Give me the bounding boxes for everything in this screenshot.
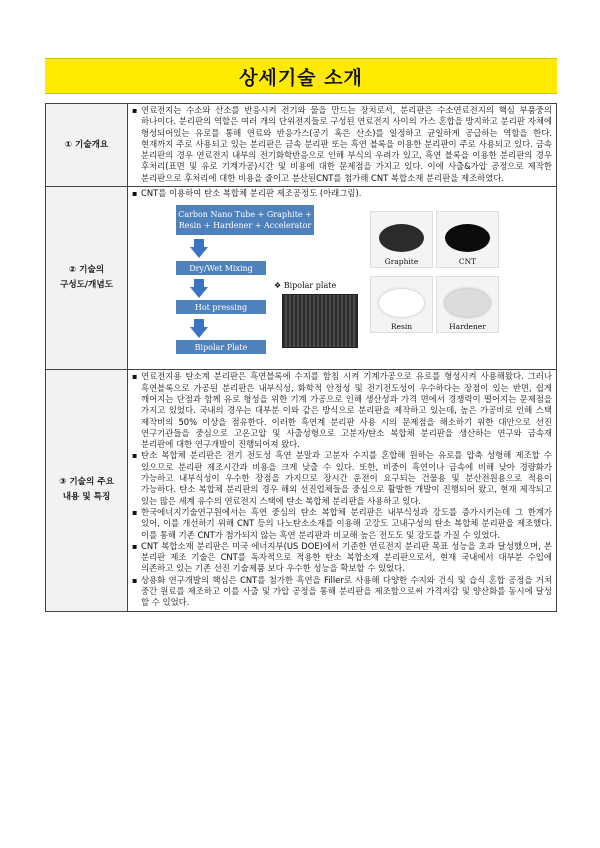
sample-caption: Resin <box>390 322 413 332</box>
row-label-text: ③ 기술의 주요 <box>59 477 114 488</box>
row-content-features <box>128 370 557 611</box>
table-row-diagram <box>46 187 557 370</box>
bullet-item: ▪ 연료전지는 수소와 산소를 반응시켜 전기와 물을 만드는 장치로서, 분리판은 수소연료전지의 핵심 부품중의 하나이다. 분리판의 역할은 여러 개의 단위전지들로 구성된 연료전지 사이의 가스 혼합을 방지하고 분리판 자체에 형성되어있는 유로를 통해 연료와 반응가스(공기 혹은 산소)를 일정하고 균일하게 공급하는 역할을 한다. 현재까지 주로 사용되고 있는 분리판은 금속 분리판 또는 흑연 블록을 이용한 분리판이 주로 사용되고 있다. 금속 분리판의 경우 연료전지 내부의 전기화학반응으로 인해 부식의 우려가 있고, 흑연 블록을 이용한 분리판의 경우 후처리(표면 및 유로 기계가공)시간 및 비용에 대한 문제점을 가지고 있다. 이에 사출&가압 공정으로 제작한 분리판으로 후처리에 대한 비용을 줄이고 분산된CNT를 첨가해 CNT 복합소재 분리판을 제조하였다. <box>132 105 552 184</box>
row-label-overview <box>46 104 128 187</box>
graphite-powder-image <box>379 224 424 252</box>
bullet-item: ▪ 한국에너지기술연구원에서는 흑연 중심의 탄소 복합체 분리판은 내부식성과 강도를 증가시키는데 그 한계가 있어, 이를 개선하기 위해 CNT 등의 나노탄소소재를 이용해 고강도 고내구성의 탄소 복합체 분리판을 제조했다. 이를 통해 기존 CNT가 첨가되지 않는 흑연 분리판과 비교해 높은 전도도 및 강도를 가질 수 있었다. <box>132 507 552 541</box>
row-content-overview <box>128 104 557 187</box>
sample-caption: CNT <box>458 257 477 267</box>
down-arrow-icon <box>190 287 208 298</box>
sample-photo-hardener <box>436 276 499 333</box>
process-step-mixing: Dry/Wet Mixing <box>176 261 266 275</box>
tech-detail-table <box>45 103 557 612</box>
row-label-features <box>46 370 128 611</box>
bullet-list <box>132 371 552 608</box>
bullet-item: ▪ CNT 복합소재 분리판은 미국 에너지부(US DOE)에서 기준한 연료전지 분리판 목표 성능을 초과 달성했으며, 본 분리판 제조 기술은 CNT를 독자적으로 적용한 탄소 복합소재 분리판으로서, 현재 국내에서 대부분 수입에 의존하고 있는 기존 선진 기술제품 보다 우수한 성능을 확보할 수 있었다. <box>132 541 552 575</box>
cnt-powder-image <box>445 224 490 252</box>
resin-powder-image <box>379 289 424 317</box>
process-step-line: Carbon Nano Tube + Graphite + <box>178 210 312 220</box>
sample-caption: Hardener <box>449 322 486 332</box>
diamond-bullet-icon: ❖ <box>274 281 282 291</box>
sample-photo-cnt <box>436 211 499 268</box>
table-row-features <box>46 370 557 611</box>
bipolar-plate-caption <box>274 281 336 290</box>
row-label-diagram <box>46 187 128 370</box>
row-label-text: 내용 및 특징 <box>62 492 111 503</box>
bullet-list <box>132 105 552 184</box>
sample-caption: Graphite <box>384 257 419 267</box>
sample-photo-graphite <box>370 211 433 268</box>
process-step-materials <box>176 205 314 235</box>
bullet-list <box>132 188 552 199</box>
process-step-bipolar-plate: Bipolar Plate <box>176 340 266 354</box>
bullet-item: ▪ CNT를 이용하여 탄소 복합체 분리판 제조공정도 (아래그림). <box>132 188 552 199</box>
row-label-text: ① 기술개요 <box>64 139 109 150</box>
bullet-item: ▪ 상용화 연구개발의 핵심은 CNT를 첨가한 흑연을 Filler로 사용해 다양한 수지와 건식 및 습식 혼합 공정을 거쳐 중간 원료를 제조하고 이를 사출 및 가압 공정을 통해 분리판을 제조함으로써 가격저감 및 양산화를 동시에 달성 할 수 있었다. <box>132 575 552 609</box>
process-step-hot-pressing: Hot pressing <box>176 300 266 314</box>
bipolar-plate-label: Bipolar plate <box>283 281 337 291</box>
process-diagram <box>132 201 552 367</box>
table-row-overview <box>46 104 557 187</box>
row-label-text: ② 기술의 <box>68 265 105 276</box>
page-title: 상세기술 소개 <box>45 58 557 94</box>
row-label-text: 구성도/개념도 <box>60 280 113 291</box>
process-step-line: Resin + Hardener + Accelerator <box>178 221 312 231</box>
bipolar-plate-image <box>282 294 358 348</box>
bullet-item: ▪ 탄소 복합체 분리판은 전기 전도성 흑연 분말과 고분자 수지를 혼합해 원하는 유로를 압축 성형해 제조할 수 있으므로 분리판 제조시간과 비용을 크게 낮출 수 있다. 또한, 비중이 흑연이나 금속에 비해 낮아 경량화가 가능하고 내부식성이 우수한 장점을 가지므로 장시간 운전이 요구되는 건물용 및 분산전원용으로 적용이 가능하다. 탄소 복합체 분리판의 경우 해외 선진업체들을 중심으로 활발한 개발이 진행되어 왔고, 현재 제작되고 있는 많은 세계 유수의 연료전지 스택에 탄소 복합체 분리판을 사용하고 있다. <box>132 450 552 506</box>
down-arrow-icon <box>190 327 208 338</box>
down-arrow-icon <box>190 247 208 258</box>
hardener-powder-image <box>445 289 490 317</box>
sample-photo-resin <box>370 276 433 333</box>
row-content-diagram <box>128 187 557 370</box>
bullet-item: ▪ 연료전지용 탄소계 분리판은 흑연블록에 수지를 함침 시켜 기계가공으로 유로를 형성시켜 사용해왔다. 그러나 흑연블록으로 가공된 분리판은 내부식성, 화학적 안정성 및 전기전도성이 우수하다는 장점이 있는 반면, 쉽게 깨어지는 단점과 함께 유로 형성을 위한 기계 가공으로 인해 생산성과 가격 면에서 경쟁력이 떨어지는 문제점을 가지고 있었다. 국내의 경우는 대부분 이와 같은 방식으로 분리판을 제작하고 있는데, 높은 가공비로 인해 스택 제작비의 50% 이상을 점유한다. 이러한 흑연계 분리판 사용 시의 문제점을 해소하기 위한 대안으로 선진 연구기관들을 중심으로 고온고압 및 사출성형으로 고분자/탄소 복합체 분리판을 생산하는 연구와 금속재 분리판에 대한 연구개발이 진행되어져 왔다. <box>132 371 552 450</box>
